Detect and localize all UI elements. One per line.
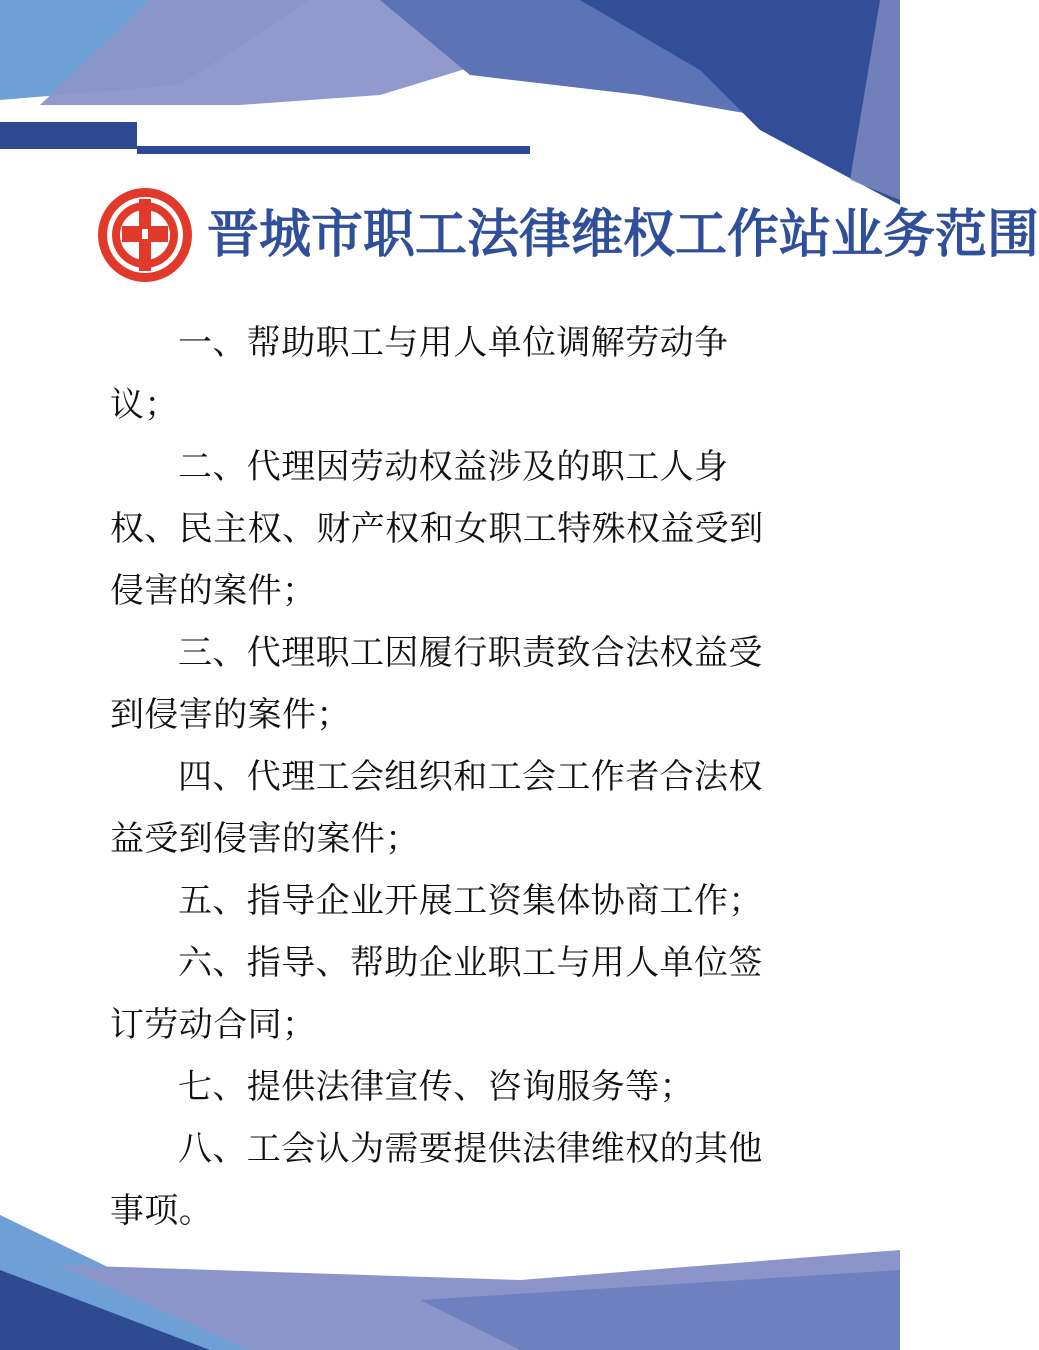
page-title: 晋城市职工法律维权工作站业务范围	[207, 205, 1039, 265]
list-item: 三、代理职工因履行职责致合法权益受到侵害的案件；	[110, 633, 763, 735]
list-item: 五、指导企业开展工资集体协商工作；	[178, 881, 763, 921]
list-item: 四、代理工会组织和工会工作者合法权益受到侵害的案件；	[110, 757, 763, 859]
accent-bar-thick	[0, 122, 137, 149]
list-item: 七、提供法律宣传、咨询服务等；	[178, 1067, 694, 1107]
list-item: 八、工会认为需要提供法律维权的其他事项。	[110, 1129, 763, 1231]
accent-bar-thin	[137, 146, 530, 154]
list-item: 六、指导、帮助企业职工与用人单位签订劳动合同；	[110, 943, 763, 1045]
trade-union-emblem-icon	[95, 185, 195, 285]
scope-list	[110, 312, 796, 1242]
list-item: 一、帮助职工与用人单位调解劳动争议；	[110, 323, 729, 425]
list-item: 二、代理因劳动权益涉及的职工人身权、民主权、财产权和女职工特殊权益受到侵害的案件；	[110, 447, 764, 611]
